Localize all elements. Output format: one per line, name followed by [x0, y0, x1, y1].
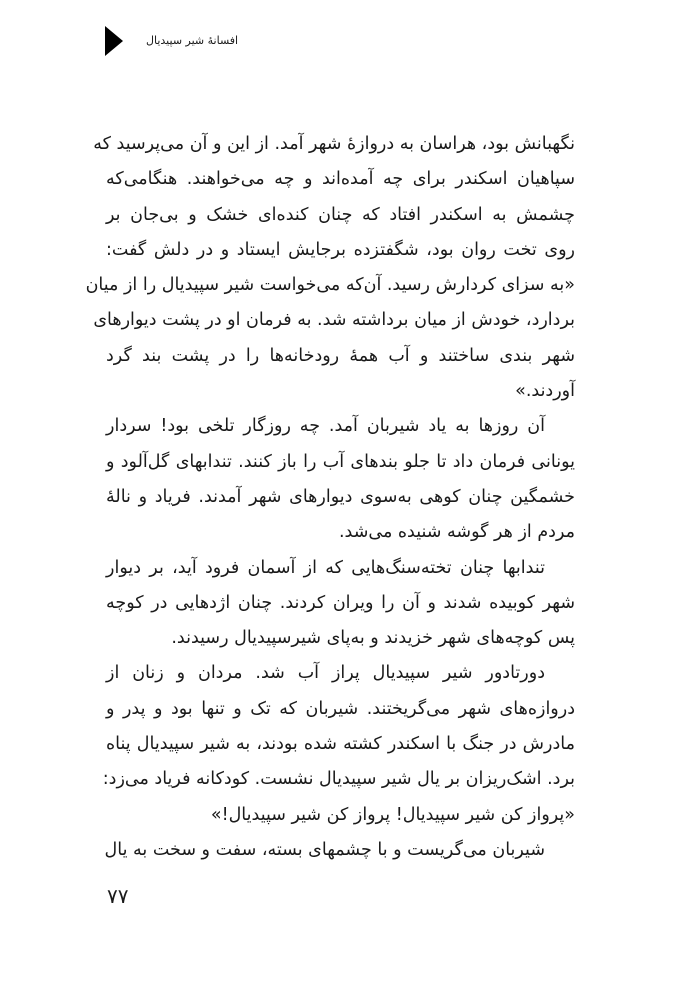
text-line: شهر بندی ساختند و آب همهٔ رودخانه‌ها را در پشت بند گرد — [106, 345, 575, 366]
text-line: چشمش به اسکندر افتاد که چنان کنده‌ای خشک و بی‌جان بر — [106, 204, 575, 225]
page-marker-arrow-icon — [105, 26, 123, 56]
text-line: بردارد، خودش از میان برداشته شد. به فرمان او در پشت دیوارهای — [93, 310, 575, 331]
text-line: شیربان می‌گریست و با چشمهای بسته، سفت و سخت به یال — [104, 839, 545, 860]
text-line: «به سزای کردارش رسید. آن‌که می‌خواست شیر سپیدیال را از میان — [85, 275, 575, 296]
text-line: شهر کوبیده شدند و آن را ویران کردند. چنان اژدهایی در کوچه — [106, 592, 575, 613]
text-line: مردم از هر گوشه شنیده می‌شد. — [338, 522, 575, 543]
text-line: دروازه‌های شهر می‌گریختند. شیربان که تک و تنها بود و پدر و — [106, 698, 575, 719]
text-line: «پرواز کن شیر سپیدیال! پرواز کن شیر سپیدیال!» — [210, 804, 575, 825]
running-header-title: افسانهٔ شیر سپیدیال — [146, 34, 239, 47]
text-line: روی تخت روان بود، شگفتزده برجایش ایستاد و در دلش گفت: — [106, 239, 575, 260]
page-body-text — [85, 127, 575, 868]
text-line: خشمگین چنان کوهی به‌سوی دیوارهای شهر آمدند. فریاد و نالهٔ — [106, 486, 575, 507]
text-line: برد. اشک‌ریزان بر یال شیر سپیدیال نشست. کودکانه فریاد می‌زد: — [102, 769, 575, 790]
text-line: سپاهیان اسکندر برای چه آمده‌اند و چه می‌خواهند. هنگامی‌که — [106, 169, 575, 190]
page-number: ۷۷ — [107, 884, 129, 908]
text-line: نگهبانش بود، هراسان به دروازهٔ شهر آمد. از این و آن می‌پرسید که — [93, 134, 575, 154]
text-line: پس کوچه‌های شهر خزیدند و به‌پای شیرسپیدیال رسیدند. — [171, 628, 575, 649]
text-line: دورتادور شیر سپیدیال پراز آب شد. مردان و زنان از — [106, 663, 545, 684]
text-line: آوردند.» — [515, 381, 575, 402]
text-line: مادرش در جنگ با اسکندر کشته شده بودند، به شیر سپیدیال پناه — [106, 734, 575, 755]
text-line: تندابها چنان تخته‌سنگ‌هایی که از آسمان فرود آید، بر دیوار — [106, 557, 545, 578]
text-line: آن روزها به یاد شیربان آمد. چه روزگار تلخی بود! سردار — [106, 416, 545, 437]
text-line: یونانی فرمان داد تا جلو بندهای آب را باز کنند. تندابهای گل‌آلود و — [106, 451, 575, 472]
